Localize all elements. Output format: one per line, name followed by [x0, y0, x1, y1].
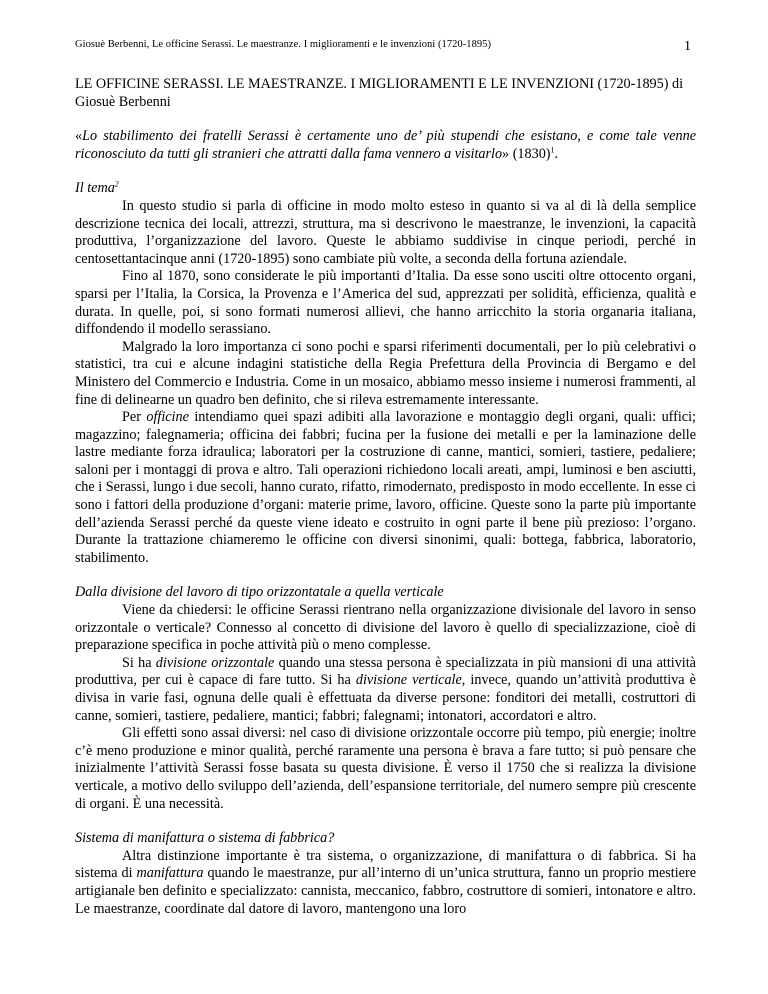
paragraph: Malgrado la loro importanza ci sono pochi e sparsi riferimenti documentali, per lo più celebrativi o statistici, tra cui e alcune indagini statistiche della Regia Prefettura della Provincia di Bergamo e del Ministero del Commercio e Industria. Come in un mosaico, abbiamo messo insieme i numerosi frammenti, al fine di delinearne un quadro ben definito, che si rileva estremamente interessante.	[75, 338, 696, 408]
quote-open: «	[75, 128, 83, 145]
paragraph-text: Per	[122, 409, 147, 426]
paragraph-text: quando le maestranze, pur all’interno di un’unica struttura, fanno un proprio mestiere artigianale ben definito e specializzato: cannista, meccanico, fabbro, costruttore di somieri, intonatore e altro. Le maestranze, coordinate dal datore di lavoro, mantengono una loro	[75, 865, 696, 917]
paragraph	[75, 848, 696, 918]
section-heading-divisione: Dalla divisione del lavoro di tipo orizzontatale a quella verticale	[75, 584, 444, 601]
running-header: Giosuè Berbenni, Le officine Serassi. Le maestranze. I miglioramenti e le invenzioni (1720-1895)	[75, 39, 492, 50]
article-title: LE OFFICINE SERASSI. LE MAESTRANZE. I MIGLIORAMENTI E LE INVENZIONI (1720-1895) di Giosuè Berbenni	[75, 76, 684, 110]
epigraph-quote	[75, 128, 696, 163]
emphasis-term: officine	[146, 409, 189, 426]
paragraph-text: Si ha	[122, 654, 156, 671]
quote-end: .	[554, 145, 559, 162]
document-body	[75, 76, 696, 918]
footnote-ref-1[interactable]: 1	[550, 145, 555, 155]
section-heading-tema	[75, 180, 696, 198]
paragraph-text: Altra distinzione importante è tra sistema, o organizzazione, di manifattura o di fabbrica. Si ha sistema di	[75, 847, 696, 882]
paragraph: In questo studio si parla di officine in modo molto esteso in quanto si va al di là della semplice descrizione tecnica dei locali, attrezzi, struttura, ma si descrivono le maestranze, le invenzioni, la capacità produttiva, l’organizzazione del lavoro. Queste le abbiamo suddivise in cinque periodi, perché in centosettantacinque anni (1720-1895) sono cambiate più volte, a seconda della fortuna aziendale.	[75, 197, 696, 267]
emphasis-term: manifattura	[136, 865, 204, 882]
footnote-ref-2[interactable]: 2	[114, 179, 119, 189]
paragraph: Gli effetti sono assai diversi: nel caso di divisione orizzontale occorre più tempo, più energie; inoltre c’è meno produzione e minor qualità, perché raramente una persona è brava a fare tutto; si può pensare che inizialmente l’attività Serassi fosse basata su questa divisione. È verso il 1750 che si realizza la divisione verticale, a motivo dello sviluppo dell’azienda, dell’espansione territoriale, del numero sempre più crescente di organi. È una necessità.	[75, 725, 696, 812]
paragraph: Viene da chiedersi: le officine Serassi rientrano nella organizzazione divisionale del lavoro in senso orizzontale o verticale? Connesso al concetto di divisione del lavoro è quello di specializzazione, cioè di preparazione specifica in poche attività più o meno complesse.	[75, 602, 696, 654]
quote-close: » (1830)	[502, 145, 551, 162]
section-heading-text: Il tema	[75, 180, 115, 197]
quote-text: Lo stabilimento dei fratelli Serassi è certamente uno de’ più stupendi che esistano, e come tale venne riconosciuto da tutti gli stranieri che attratti dalla fama vennero a visitarlo	[75, 128, 696, 162]
paragraph	[75, 409, 696, 567]
paragraph-text: , invece, quando un’attività produttiva è divisa in varie fasi, ognuna delle quali è effettuata da diverse persone: fonditori dei metalli, costruttori di canne, somieri, tastiere, pedaliere, mantici; fabbri; falegnami; intonatori, accordatori e altro.	[75, 672, 696, 724]
paragraph-text: quando una stessa persona è specializzata in più mansioni di una attività produttiva, per cui è capace di fare tutto. Si ha	[75, 654, 696, 689]
paragraph	[75, 655, 696, 725]
page-number: 1	[684, 39, 691, 54]
emphasis-term: divisione orizzontale	[155, 654, 275, 671]
paragraph-text: intendiamo quei spazi adibiti alla lavorazione e montaggio degli organi, quali: uffici; magazzino; falegnameria; officina dei fabbri; fucina per la fusione dei metalli e per la laminazione delle lastre mediante forza idraulica; laboratori per la costruzione di canne, mantici, somieri, tastiere, pedaliere; saloni per i montaggi di prova e altro. Tali operazioni richiedono locali areati, ampi, luminosi e ben asciutti, che i Serassi, lungo i due secoli, hanno curato, rifatto, rimodernato, predisposto in modo eccellente. In esse ci sono i fattori della produzione d’organi: materie prime, lavoro, officine. Queste sono la parte più importante dell’azienda Serassi perché da queste viene ideato e costruito in ogni parte il bene più prezioso: l’organo. Durante la trattazione chiameremo le officine con diversi sinonimi, quali: bottega, fabbrica, laboratorio, stabilimento.	[75, 409, 696, 566]
section-heading-sistema: Sistema di manifattura o sistema di fabbrica?	[75, 830, 335, 847]
emphasis-term: divisione verticale	[355, 672, 462, 689]
paragraph: Fino al 1870, sono considerate le più importanti d’Italia. Da esse sono usciti oltre ottocento organi, sparsi per l’Italia, la Corsica, la Provenza e l’America del sud, apprezzati per solidità, efficienza, qualità e durata. In quelle, poi, si sono formati numerosi allievi, che hanno arricchito la storia organaria italiana, diffondendo il modello serassiano.	[75, 268, 696, 338]
